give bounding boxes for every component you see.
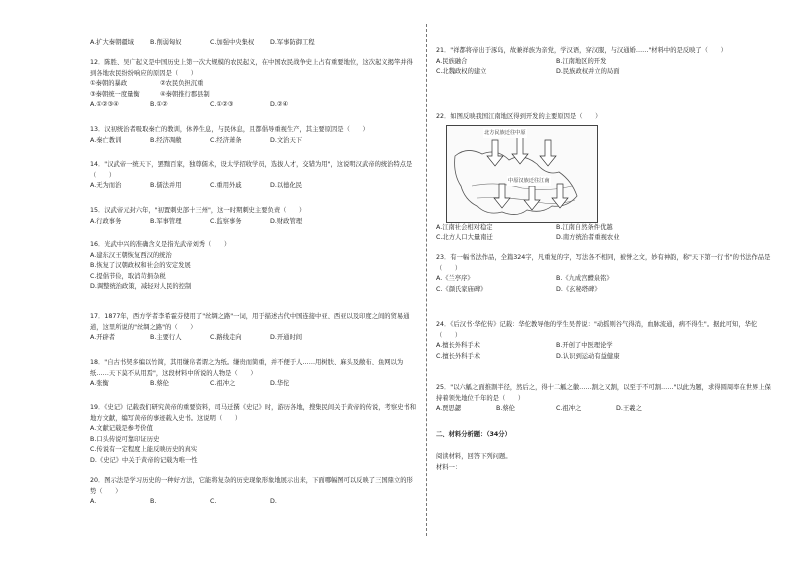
question-stem: 23．有一幅书法作品，全篇324字，凡重复的字，写法各不相同，被誉之文，妙有神韵，称"天下第一行书"的书法作品是（ ）	[436, 254, 771, 272]
question-stem: 16．光武中兴的准确含义是指光武帝刘秀（ ）	[90, 241, 231, 248]
option-c[interactable]: C.经济萧条	[210, 136, 242, 144]
options-row	[90, 181, 418, 192]
option-d[interactable]: D.以德化民	[270, 182, 303, 189]
question-q15	[90, 206, 418, 227]
option-a[interactable]: A.文献记载是参考价值	[90, 425, 153, 432]
option-d[interactable]: D.军事防御工程	[270, 39, 315, 46]
option-a[interactable]: A.行政事务	[90, 217, 122, 225]
option-c[interactable]: C.北魏政权的建立	[436, 68, 487, 75]
option-d[interactable]: D.②④	[270, 101, 289, 108]
option-c[interactable]: C.《颜氏家庙碑》	[436, 285, 487, 293]
question-stem: 19．《史记》记载我们研究黄帝的重要资料，司马迁撰《史记》时，游历各地，搜集民间关于黄帝的传说，考察史书和地方文献，编写黄帝的事迹载入史书。这说明（ ）	[90, 404, 417, 422]
option-c[interactable]: C.祖冲之	[556, 405, 582, 412]
option-b[interactable]: B.口头传说可靠印证历史	[90, 435, 160, 443]
option-a[interactable]: A.扩大秦朝疆域	[90, 39, 134, 46]
option-a[interactable]: A.无为而治	[90, 182, 122, 189]
option-d[interactable]: D.《史记》中关于黄帝的记载为唯一性	[90, 456, 198, 464]
question-stem: 18．"自古书契多编以竹简，其用缣帛者谓之为纸。缣贵而简重，并不便于人……用树肤、麻头及敝布、鱼网以为纸……天下莫不从用焉"，这段材料中所说的人物是（ ）	[90, 359, 404, 377]
options-row	[436, 285, 776, 296]
option-b[interactable]: B.主要行人	[150, 334, 182, 341]
options-row	[90, 379, 418, 390]
question-stem: 20．图示法是学习历史的一种好方法，它能将复杂的历史现象形象地展示出来，下面哪幅图可以反映了三国鼎立的形势（ ）	[90, 477, 413, 495]
options-row	[90, 333, 418, 344]
option-c[interactable]: C.传说有一定程度上能反映历史的真实	[90, 446, 198, 453]
options-row	[436, 57, 776, 68]
options-row	[436, 404, 776, 415]
map-figure	[436, 123, 776, 223]
option-a[interactable]: A.秦亡教训	[90, 136, 122, 144]
question-q24	[436, 320, 776, 362]
options-row	[90, 38, 418, 49]
option-b[interactable]: B.经济凋敝	[150, 136, 182, 144]
option-d[interactable]: D.《玄秘塔碑》	[556, 285, 601, 293]
option-a[interactable]: A.民族融合	[436, 57, 468, 65]
options-row	[90, 497, 418, 508]
question-q19	[90, 403, 418, 466]
question-stem: 15．汉武帝元封六年，"初置刺史部十三州"，这一时期刺史主要负责（ ）	[90, 207, 306, 214]
question-q11_tail	[90, 38, 418, 49]
map-label-south: 中原汉族迁往江南	[507, 176, 551, 187]
column-divider	[426, 24, 427, 536]
options-row	[90, 217, 418, 228]
option-a[interactable]: A.贾思勰	[436, 405, 462, 412]
option-a[interactable]: A.江南社会相对稳定	[436, 223, 493, 231]
option-b[interactable]: B.《九成宫醴泉铭》	[556, 275, 613, 282]
option-c[interactable]: C.监察事务	[210, 217, 242, 225]
option-c[interactable]: C.北方人口大量南迁	[436, 234, 493, 241]
question-q12	[90, 58, 418, 111]
option-d[interactable]: D.文治天下	[270, 136, 303, 144]
item-text: ③秦朝统一度量衡	[90, 90, 140, 98]
question-q22	[436, 112, 776, 244]
option-b[interactable]: B.蔡伦	[496, 405, 515, 412]
option-a[interactable]: A.《兰亭序》	[436, 275, 474, 282]
question-q14	[90, 160, 418, 192]
option-d[interactable]: D.民族政权并立的局面	[556, 68, 620, 75]
question-stem: 14．"汉武帝一统天下，罢黜百家，独尊儒术，设太学招收学员，选拔人才，交错为用"，这说明汉武帝的统治特点是（ ）	[90, 161, 413, 179]
option-a[interactable]: A.开辟者	[90, 334, 116, 341]
material-line: 阅读材料，回答下列问题。	[436, 453, 512, 460]
option-b[interactable]: B.开创了中医理论学	[556, 342, 613, 349]
option-d[interactable]: D.王羲之	[616, 405, 642, 412]
map-label-north: 北方民族迁往中原	[483, 128, 527, 139]
option-b[interactable]: B.江南自然条件优越	[556, 223, 613, 231]
question-q18	[90, 358, 418, 390]
option-c[interactable]: C.重用外戚	[210, 182, 242, 189]
option-d[interactable]: D.华佗	[270, 380, 290, 387]
options-row	[436, 223, 776, 234]
option-c[interactable]: C.擅长外科手术	[436, 352, 481, 360]
option-a[interactable]: A.①②③④	[90, 101, 119, 108]
options-row	[90, 100, 418, 111]
option-a[interactable]: A.擅长外科手术	[436, 342, 480, 349]
options-row	[436, 233, 776, 244]
option-b[interactable]: B.儒法并用	[150, 182, 182, 189]
option-d[interactable]: D.开通时间	[270, 334, 303, 341]
question-stem: 12．陈胜、吴广起义是中国历史上第一次大规模的农民起义，在中国农民战争史上占有重要地位，这次起义揭竿并得到各地农民纷纷响应的原因是（ ）	[90, 59, 413, 77]
options-row	[436, 352, 776, 363]
option-c[interactable]: C.	[210, 498, 217, 505]
option-c[interactable]: C.加强中央集权	[210, 39, 255, 46]
option-d[interactable]: D.	[270, 498, 277, 505]
options-row	[436, 341, 776, 352]
question-q23	[436, 253, 776, 295]
question-q25	[436, 383, 776, 415]
material-line: 材料一：	[436, 463, 462, 471]
options-row	[90, 136, 418, 147]
question-stem: 21．"祥都将帝出于涿岛，故兼祥族为亲党，学汉语，穿汉服，与汉通婚……"材料中的是反映了（ ）	[436, 47, 727, 54]
option-c[interactable]: C.路线走向	[210, 334, 242, 341]
option-c[interactable]: C.①②③	[210, 101, 234, 108]
option-b[interactable]: B.恢复了汉朝政权和社会的安定发展	[90, 262, 191, 269]
question-items	[90, 79, 418, 100]
option-a[interactable]: A.张衡	[90, 380, 109, 387]
item-text: ④秦朝推行郡县制	[160, 90, 210, 98]
question-mat	[436, 452, 776, 473]
option-b[interactable]: B.①②	[150, 101, 168, 108]
question-stem: 17．1877年，西方学者李希霍芬使用了"丝绸之路"一词，用于描述古代中国连接中亚、西亚以及印度之间的贸易通道，这里所说的"丝绸之路"的（ ）	[90, 313, 410, 331]
option-b[interactable]: B.削弱匈奴	[150, 39, 182, 46]
item-text: ①秦朝的暴政	[90, 80, 128, 87]
question-stem: 25．"以六觚之面推割半径，然后之，得十二觚之徽……割之又割，以至于不可割……"以此为题，求得圆周率在世界上保持着领先地位千年的是（ ）	[436, 384, 771, 402]
question-stem: 24．《后汉书·华佗传》记载：华佗教导他的学生吴普说："动摇则谷气得消，血脉流通，病不得生"。据此可知，华佗（ ）	[436, 321, 758, 339]
options-row	[436, 67, 776, 78]
option-b[interactable]: B.江南地区的开发	[556, 57, 607, 65]
question-stem: 13．汉初统治者吸取秦亡的教训，休养生息，与民休息，且都倡导重视生产，其主要原因是（ ）	[90, 126, 369, 133]
section-heading: 二、材料分析题：（34分）	[436, 431, 511, 438]
question-q21	[436, 46, 776, 78]
question-sec2	[436, 430, 776, 441]
map-image	[446, 125, 598, 223]
option-d[interactable]: D.财政管理	[270, 217, 303, 225]
option-b[interactable]: B.军事管理	[150, 217, 182, 225]
question-q13	[90, 125, 418, 146]
option-a[interactable]: A.	[90, 498, 97, 505]
question-q16	[90, 240, 418, 293]
option-d[interactable]: D.调整统治政策，减轻对人民的控制	[90, 283, 192, 290]
options-row	[436, 274, 776, 285]
question-q20	[90, 476, 418, 508]
question-stem: 22．如图反映我国江南地区得到开发的主要原因是（ ）	[436, 113, 602, 120]
option-a[interactable]: A.建东汉王朝恢复西汉的统治	[90, 251, 172, 259]
option-d[interactable]: D.认识到运动有益健康	[556, 352, 620, 360]
question-q17	[90, 312, 418, 344]
option-b[interactable]: B.蔡伦	[150, 380, 169, 387]
option-b[interactable]: B.	[150, 498, 157, 505]
option-c[interactable]: C.祖冲之	[210, 380, 236, 387]
item-text: ②农民负担沉重	[160, 80, 204, 87]
option-d[interactable]: D.南方统治者重视农业	[556, 234, 620, 241]
option-c[interactable]: C.提倡节俭，取消苛捐杂税	[90, 272, 166, 280]
